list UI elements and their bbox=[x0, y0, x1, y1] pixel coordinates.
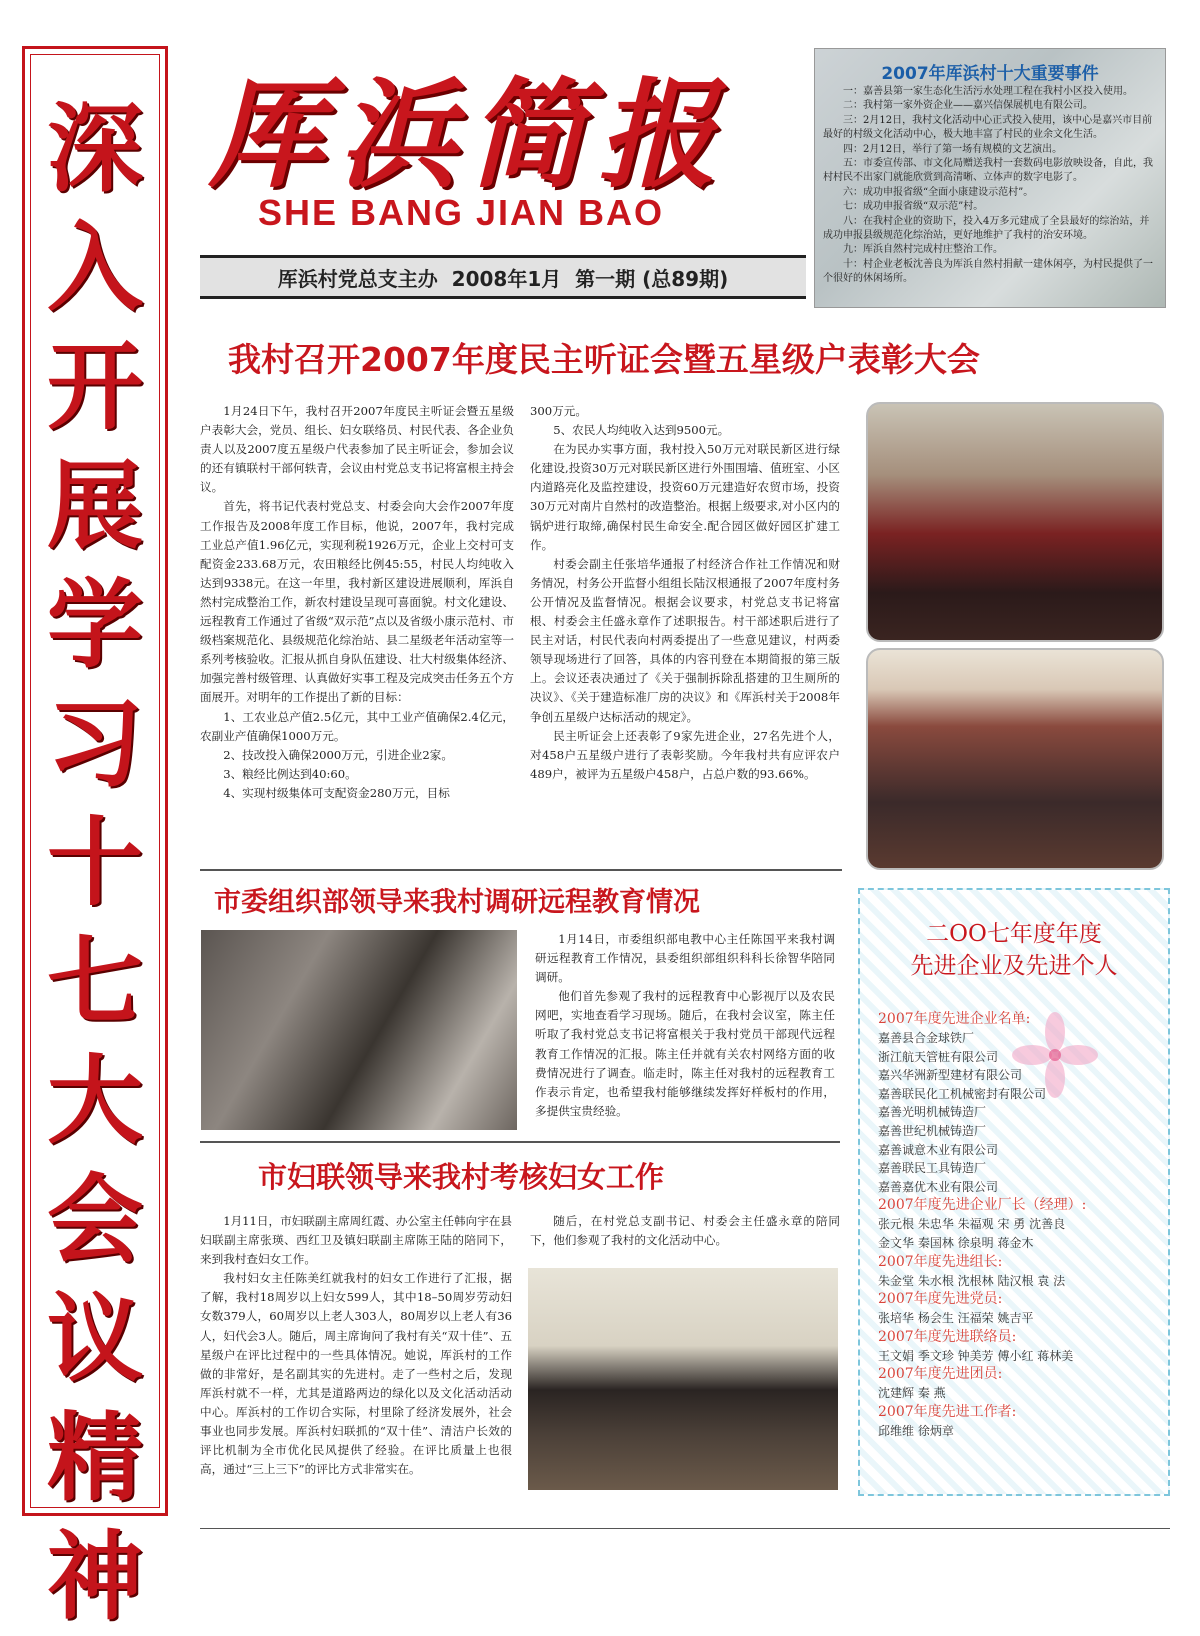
awards-title bbox=[860, 918, 1168, 982]
awards-section-heading: 2007年度先进党员: bbox=[878, 1291, 1003, 1308]
slogan-char: 会 bbox=[47, 1163, 143, 1276]
awards-section-heading: 2007年度先进企业厂长（经理）: bbox=[878, 1197, 1087, 1214]
meeting-audience-photo bbox=[866, 402, 1164, 642]
article-paragraph: 民主听证会上还表彰了9家先进企业，27名先进个人，对458户五星级户进行了表彰奖励。今年我村共有应评农户489户，被评为五星级户458户，占总户数的93.66%。 bbox=[530, 728, 840, 781]
ten-events-title: 2007年厍浜村十大重要事件 bbox=[881, 64, 1099, 84]
issue-bar bbox=[200, 255, 806, 299]
ten-events-box bbox=[814, 48, 1166, 308]
meeting-hall-photo bbox=[866, 648, 1164, 870]
event-item: 七：成功申报省级“双示范”村。 bbox=[843, 201, 984, 213]
article-paragraph: 我村妇女主任陈美红就我村的妇女工作进行了汇报，据了解，我村18周岁以上妇女599人，其中18–50周岁劳动妇女数379人，60周岁以上老人303人，80周岁以上老人有36人，妇代会3人。随后，周主席询问了我村有关“双十佳”、五星级户在评比过程中的一些具体情况。她说，厍浜村的工作做的非常好，是名副其实的先进村。走了一些村之后，发现厍浜村就不一样，尤其是道路两边的绿化以及文化活动活动中心。厍浜村的工作切合实际，村里除了经济发展外，社会事业也同步发展。厍浜村妇联抓的“双十佳”、清洁户长效的评比机制为全市优化民风提供了经验。在评比质量上也很高，通过“三上三下”的评比方式非常实在。 bbox=[200, 1271, 512, 1477]
article-paragraph: 1月11日，市妇联副主席周红霞、办公室主任韩向宇在县妇联副主席张瑛、西红卫及镇妇联副主席陈王陆的陪同下，来到我村查妇女工作。 bbox=[200, 1214, 512, 1267]
award-item: 张培华 杨会生 汪福荣 姚吉平 bbox=[878, 1311, 1034, 1326]
awards-section-heading: 2007年度先进团员: bbox=[878, 1366, 1003, 1383]
article-paragraph: 3、粮经比例达到40:60。 bbox=[223, 766, 357, 781]
article-paragraph: 1、工农业总产值2.5亿元，其中工业产值确保2.4亿元，农副业产值确保1000万元。 bbox=[200, 709, 514, 743]
slogan-char: 七 bbox=[47, 925, 143, 1038]
slogan-char: 学 bbox=[47, 568, 143, 681]
article-paragraph: 1月14日，市委组织部电教中心主任陈国平来我村调研远程教育工作情况，县委组织部组织科科长徐智华陪同调研。 bbox=[535, 932, 835, 985]
awards-title-line-2: 先进企业及先进个人 bbox=[910, 953, 1118, 979]
award-item: 王文娟 季文珍 钟美芳 傅小红 蒋林美 bbox=[878, 1348, 1074, 1363]
article-paragraph: 5、农民人均纯收入达到9500元。 bbox=[553, 423, 730, 438]
section-divider bbox=[200, 1141, 840, 1143]
page-bottom-rule bbox=[200, 1528, 1170, 1529]
event-item: 三：2月12日，我村文化活动中心正式投入使用，该中心是嘉兴市目前最好的村级文化活动中心，极大地丰富了村民的业余文化生活。 bbox=[823, 114, 1153, 141]
award-item: 嘉善县合金球铁厂 bbox=[878, 1031, 975, 1045]
event-item: 二：我村第一家外资企业——嘉兴信保展机电有限公司。 bbox=[843, 100, 1093, 112]
slogan-char: 习 bbox=[47, 687, 143, 800]
slogan-char: 入 bbox=[47, 211, 143, 324]
article3-column-1 bbox=[200, 1212, 512, 1479]
event-item: 一：嘉善县第一家生态化生活污水处理工程在我村小区投入使用。 bbox=[843, 86, 1133, 97]
event-item: 十：村企业老板沈善良为厍浜自然村捐献一建休闲亭，为村民提供了一个很好的休闲场所。 bbox=[823, 258, 1153, 285]
article-paragraph: 1月24日下午，我村召开2007年度民主听证会暨五星级户表彰大会，党员、组长、妇女联络员、村民代表、各企业负责人以及2007度五星级户代表参加了民主听证会，参加会议的还有镇联村干部何轶青，会议由村党总支书记将富根主持会议。 bbox=[200, 404, 514, 495]
award-item: 邱维维 徐炳章 bbox=[878, 1423, 954, 1438]
article-paragraph: 300万元。 bbox=[530, 404, 587, 418]
awards-box bbox=[858, 888, 1170, 1496]
article-paragraph: 4、实现村级集体可支配资金280万元，目标 bbox=[223, 785, 450, 800]
article2-headline: 市委组织部领导来我村调研远程教育情况 bbox=[214, 887, 700, 918]
ten-events-list bbox=[823, 85, 1157, 287]
award-item: 嘉善联民工具铸造厂 bbox=[878, 1161, 987, 1176]
award-item: 金文华 秦国林 徐泉明 蒋金木 bbox=[878, 1235, 1034, 1250]
article3-headline: 市妇联领导来我村考核妇女工作 bbox=[258, 1160, 665, 1194]
award-item: 嘉兴华洲新型建材有限公司 bbox=[878, 1068, 1023, 1083]
slogan-char: 开 bbox=[47, 330, 143, 443]
masthead-pinyin: SHE BANG JIAN BAO bbox=[258, 192, 665, 233]
slogan-char: 神 bbox=[47, 1520, 143, 1633]
issue-text: 厍浜村党总支主办 2008年1月 第一期 (总89期) bbox=[277, 266, 729, 291]
slogan-char: 十 bbox=[47, 806, 143, 919]
slogan-char: 精 bbox=[47, 1401, 143, 1514]
award-item: 嘉善联民化工机械密封有限公司 bbox=[878, 1086, 1047, 1101]
article-paragraph: 首先，将书记代表村党总支、村委会向大会作2007年度工作报告及2008年度工作目标，他说，2007年，我村完成工业总产值1.96亿元，实现利税1926万元，企业上交村可支配资金233.68万元，农田粮经比例45:55，村民人均纯收入达到9338元。在这一年里，我村新区建设进展顺利，厍浜自然村完成整治工作，新农村建设呈现可喜面貌。村文化建设、远程教育工作通过了省级“双示范”点以及省级小康示范村、市级档案规范化、县级规范化综治站、县二星级老年活动室等一系列考核验收。汇报从抓自身队伍建设、壮大村级集体经济、加强完善村级管理、认真做好实事工程及完成突击任务五个方面展开。对明年的工作提出了新的目标： bbox=[200, 499, 514, 705]
awards-section-heading: 2007年度先进联络员: bbox=[878, 1328, 1017, 1345]
slogan-char: 深 bbox=[47, 92, 143, 205]
article2-body bbox=[535, 930, 835, 1121]
article-paragraph: 随后，在村党总支副书记、村委会主任盛永章的陪同下，他们参观了我村的文化活动中心。 bbox=[530, 1214, 840, 1248]
award-item: 嘉善诚意木业有限公司 bbox=[878, 1142, 999, 1157]
award-item: 朱金堂 朱水根 沈根林 陆汉根 袁 法 bbox=[878, 1273, 1066, 1288]
vertical-slogan bbox=[25, 89, 165, 1636]
slogan-char: 大 bbox=[47, 1044, 143, 1157]
vertical-slogan-frame bbox=[22, 46, 168, 1633]
article1-column-1 bbox=[200, 402, 514, 803]
awards-section-heading: 2007年度先进工作者: bbox=[878, 1403, 1017, 1420]
awards-title-line-1: 二OO七年度年度 bbox=[926, 921, 1102, 947]
event-item: 九：厍浜自然村完成村庄整治工作。 bbox=[843, 244, 1003, 256]
event-item: 八：在我村企业的资助下，投入4万多元建成了全县最好的综治站，并成功申报县级规范化综治站，更好地维护了我村的治安环境。 bbox=[823, 215, 1150, 242]
award-item: 嘉善嘉优木业有限公司 bbox=[878, 1179, 999, 1194]
slogan-char: 展 bbox=[47, 449, 143, 562]
awards-section-heading: 2007年度先进企业名单: bbox=[878, 1011, 1031, 1027]
event-item: 五：市委宣传部、市文化局赠送我村一套数码电影放映设备，自此，我村村民不出家门就能欣赏到高清晰、立体声的数字电影了。 bbox=[823, 158, 1153, 184]
article1-column-2 bbox=[530, 402, 840, 784]
masthead-title: 厍浜简报 bbox=[208, 65, 729, 204]
flower-decoration-icon bbox=[1010, 1010, 1100, 1100]
award-item: 嘉善光明机械铸造厂 bbox=[878, 1105, 987, 1120]
article-paragraph: 村委会副主任张培华通报了村经济合作社工作情况和财务情况，村务公开监督小组组长陆汉根通报了2007年度村务公开情况及监督情况。根据会议要求，村党总支书记将富根、村委会主任盛永章作了述职报告。村干部述职后进行了民主对话，村民代表向村两委提出了一些意见建议，村两委领导现场进行了回答，具体的内容刊登在本期简报的第三版上。会议还表决通过了《关于强制拆除乱搭建的卫生厕所的决议》、《关于建造标准厂房的决议》和《厍浜村关于2008年争创五星级户达标活动的规定》。 bbox=[530, 556, 840, 724]
awards-section-heading: 2007年度先进组长: bbox=[878, 1253, 1003, 1270]
article1-headline: 我村召开2007年度民主听证会暨五星级户表彰大会 bbox=[228, 340, 980, 379]
article-paragraph: 在为民办实事方面，我村投入50万元对联民新区进行绿化建设,投资30万元对联民新区进行外围围墙、值班室、小区内道路亮化及监控建设，投资60万元建造好农贸市场，投资30万元对南片自然村的改造整治。根据上级要求,对小区内的锅炉进行取缔,确保村民生命安全.配合园区做好园区扩建工作。 bbox=[530, 442, 840, 552]
article-paragraph: 2、技改投入确保2000万元，引进企业2家。 bbox=[223, 747, 453, 762]
remote-education-visit-photo bbox=[201, 930, 517, 1130]
article3-column-2 bbox=[530, 1212, 840, 1250]
event-item: 四：2月12日，举行了第一场有规模的文艺演出。 bbox=[843, 143, 1063, 155]
award-item: 沈建辉 秦 燕 bbox=[878, 1386, 946, 1401]
event-item: 六：成功申报省级“全面小康建设示范村”。 bbox=[843, 186, 1034, 198]
award-item: 张元根 朱忠华 朱福观 宋 勇 沈善良 bbox=[878, 1217, 1066, 1232]
article-paragraph: 他们首先参观了我村的远程教育中心影视厅以及农民网吧，实地查看学习现场。随后，在我村会议室，陈主任听取了我村党总支书记将富根关于我村党员干部现代远程教育工作情况的汇报。陈主任并就有关农村网络方面的收费情况进行了调查。临走时，陈主任对我村的远程教育工作表示肯定，也希望我村能够继续发挥好样板村的作用，多提供宝贵经验。 bbox=[535, 989, 835, 1118]
slogan-char: 议 bbox=[47, 1282, 143, 1395]
section-divider bbox=[200, 869, 842, 871]
womens-federation-meeting-photo bbox=[528, 1268, 838, 1490]
award-item: 嘉善世纪机械铸造厂 bbox=[878, 1123, 987, 1138]
award-item: 浙江航天管桩有限公司 bbox=[878, 1049, 999, 1064]
